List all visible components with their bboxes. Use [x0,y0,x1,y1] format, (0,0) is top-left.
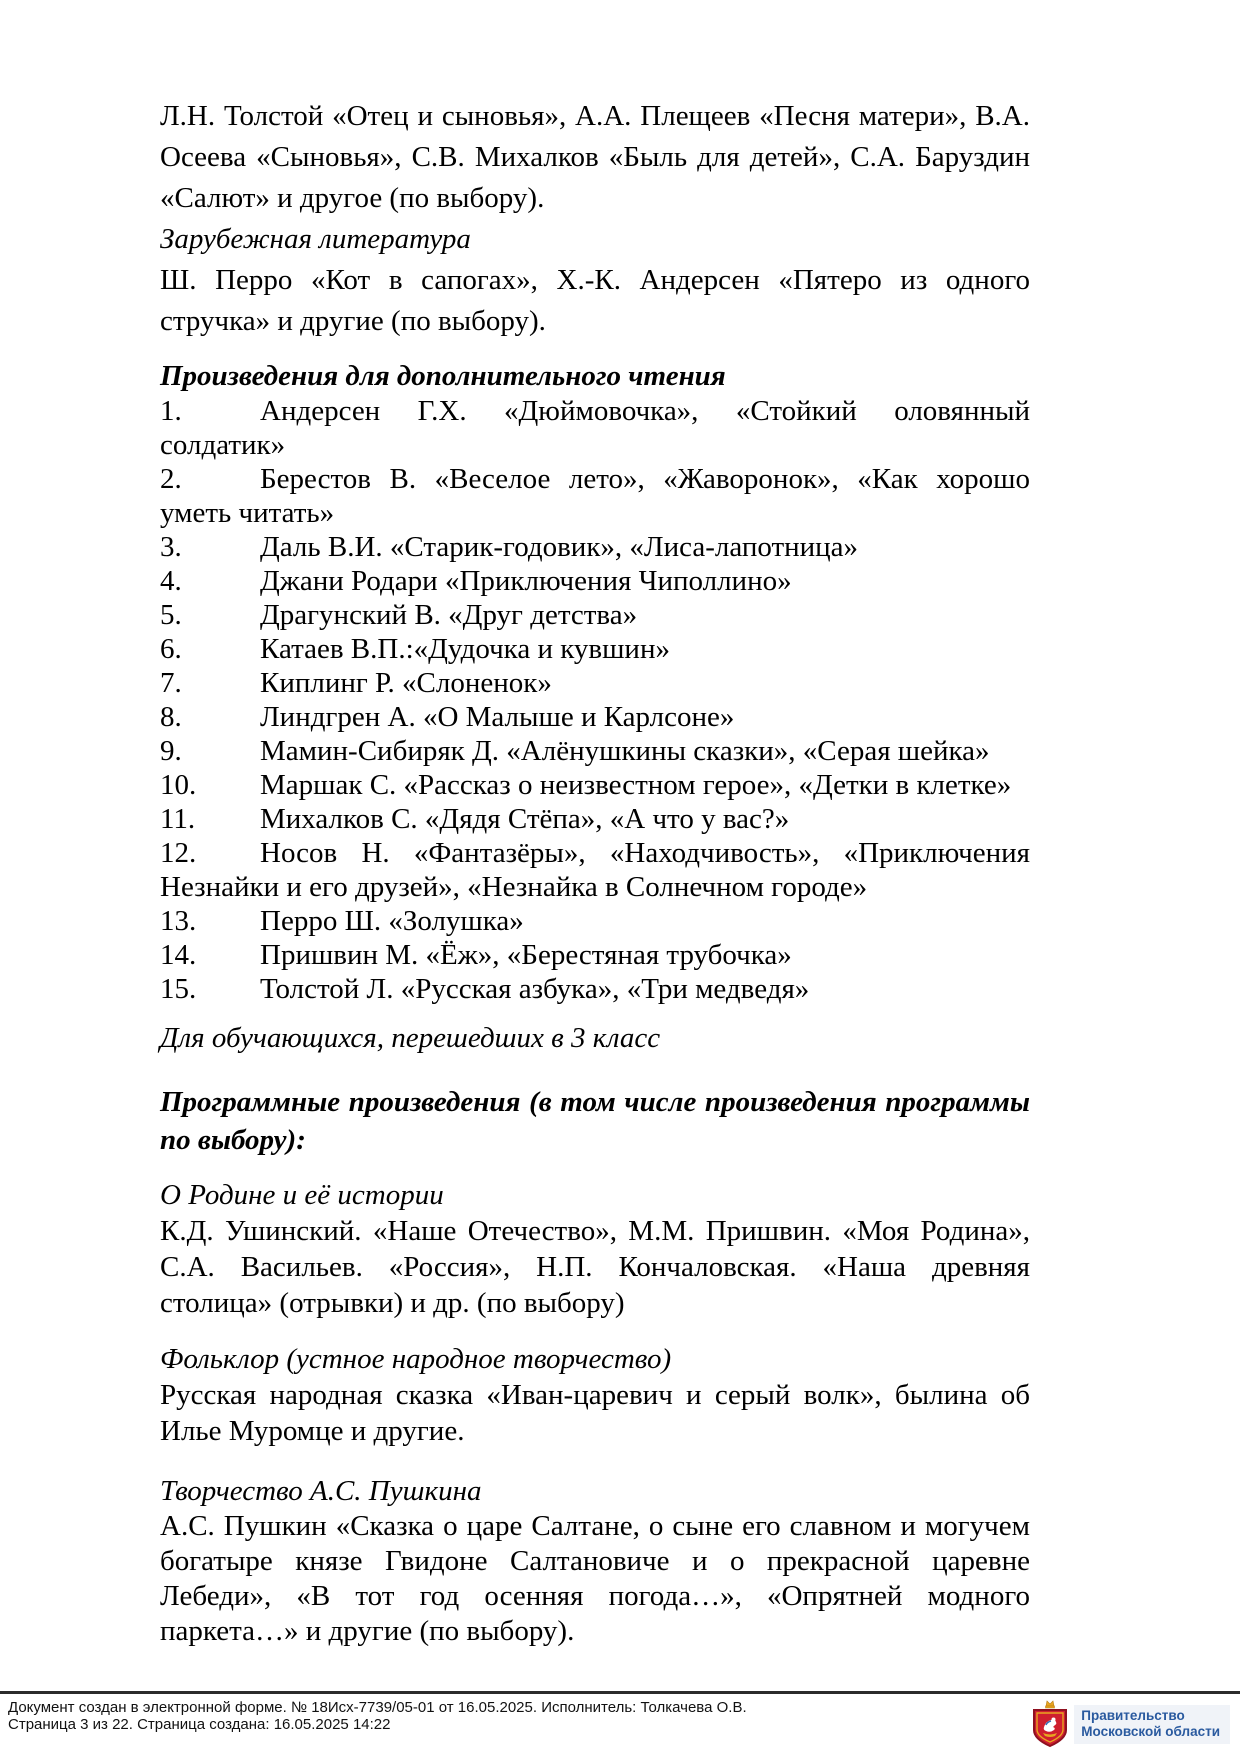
list-item-number: 12. [160,837,197,869]
additional-reading-heading: Произведения для дополнительного чтения [160,360,726,392]
section-text-motherland: К.Д. Ушинский. «Наше Отечество», М.М. Пришвин. «Моя Родина», С.А. Васильев. «Россия», Н.П. Кончаловская. «Наша древняя столица» (отрывки) и др. (по выбору) [160,1215,1030,1319]
footer-stamp-text [8,1699,747,1733]
list-item [160,394,1030,462]
list-item-number: 4. [160,565,182,597]
list-item-text: Мамин-Сибиряк Д. «Алёнушкины сказки», «Серая шейка» [260,735,990,767]
list-item-number: 10. [160,769,197,801]
section-title-motherland: О Родине и её истории [160,1179,444,1211]
footer-stamp-line1: Документ создан в электронной форме. № 18Исх-7739/05-01 от 16.05.2025. Исполнитель: Толкачева О.В. [8,1699,747,1716]
list-item-number: 6. [160,633,182,665]
grade3-intro-line: Для обучающихся, перешедших в 3 класс [160,1022,661,1054]
list-item [160,836,1030,904]
list-item [160,938,1030,972]
page-footer [0,1691,1240,1755]
section-title-folklore: Фольклор (устное народное творчество) [160,1343,672,1375]
list-item [160,598,1030,632]
section-text-pushkin: А.С. Пушкин «Сказка о царе Салтане, о сыне его славном и могучем богатыре князе Гвидоне Салтановиче и о прекрасной царевне Лебеди», «В тот год осенняя погода…», «Опрятней модного паркета…» и другие (по выбору). [160,1510,1030,1647]
footer-stamp-line2: Страница 3 из 22. Страница создана: 16.05.2025 14:22 [8,1716,391,1733]
additional-reading-list [160,394,1030,1006]
list-item-text: Пришвин М. «Ёж», «Берестяная трубочка» [260,939,792,971]
list-item-number: 5. [160,599,182,631]
list-item [160,904,1030,938]
list-item-number: 3. [160,531,182,563]
list-item-text: Джани Родари «Приключения Чиполлино» [260,565,792,597]
moscow-oblast-coat-of-arms-icon [1031,1700,1069,1748]
list-item-text: Киплинг Р. «Слоненок» [260,667,552,699]
government-logo-caption [1074,1705,1230,1744]
list-item [160,530,1030,564]
intro-paragraph: Л.Н. Толстой «Отец и сыновья», А.А. Плещеев «Песня матери», В.А. Осеева «Сыновья», С.В. Михалков «Быль для детей», С.А. Баруздин «Салют» и другое (по выбору). [160,100,1030,214]
list-item [160,632,1030,666]
list-item [160,462,1030,530]
list-item-number: 8. [160,701,182,733]
list-item-number: 14. [160,939,197,971]
list-item-text: Перро Ш. «Золушка» [260,905,524,937]
list-item-text: Драгунский В. «Друг детства» [260,599,638,631]
list-item-text: Михалков С. «Дядя Стёпа», «А что у вас?» [260,803,790,835]
foreign-literature-paragraph: Ш. Перро «Кот в сапогах», Х.-К. Андерсен «Пятеро из одного стручка» и другие (по выбору). [160,264,1030,337]
list-item [160,666,1030,700]
list-item-number: 2. [160,463,182,495]
list-item [160,802,1030,836]
list-item [160,972,1030,1006]
list-item [160,700,1030,734]
list-item-text: Носов Н. «Фантазёры», «Находчивость», «Приключения Незнайки и его друзей», «Незнайка в Солнечном городе» [160,837,1030,903]
list-item-number: 13. [160,905,197,937]
section-title-pushkin: Творчество А.С. Пушкина [160,1475,482,1507]
government-logo-line2: Московской области [1081,1723,1220,1739]
program-works-heading: Программные произведения (в том числе произведения программы по выбору): [160,1086,1030,1156]
list-item-number: 7. [160,667,182,699]
government-logo [1031,1700,1230,1748]
list-item-text: Маршак С. «Рассказ о неизвестном герое», «Детки в клетке» [260,769,1012,801]
list-item [160,564,1030,598]
section-text-folklore: Русская народная сказка «Иван-царевич и серый волк», былина об Илье Муромце и другие. [160,1379,1030,1447]
list-item-number: 15. [160,973,197,1005]
list-item-text: Даль В.И. «Старик-годовик», «Лиса-лапотница» [260,531,859,563]
list-item [160,768,1030,802]
list-item [160,734,1030,768]
list-item-text: Линдгрен А. «О Малыше и Карлсоне» [260,701,735,733]
list-item-text: Толстой Л. «Русская азбука», «Три медведя» [260,973,810,1005]
list-item-number: 11. [160,803,196,835]
foreign-literature-heading: Зарубежная литература [160,223,471,255]
list-item-number: 9. [160,735,182,767]
list-item-text: Берестов В. «Веселое лето», «Жаворонок», «Как хорошо уметь читать» [160,463,1030,529]
government-logo-line1: Правительство [1081,1707,1185,1723]
list-item-number: 1. [160,395,182,427]
list-item-text: Катаев В.П.:«Дудочка и кувшин» [260,633,670,665]
list-item-text: Андерсен Г.Х. «Дюймовочка», «Стойкий оловянный солдатик» [160,395,1030,461]
